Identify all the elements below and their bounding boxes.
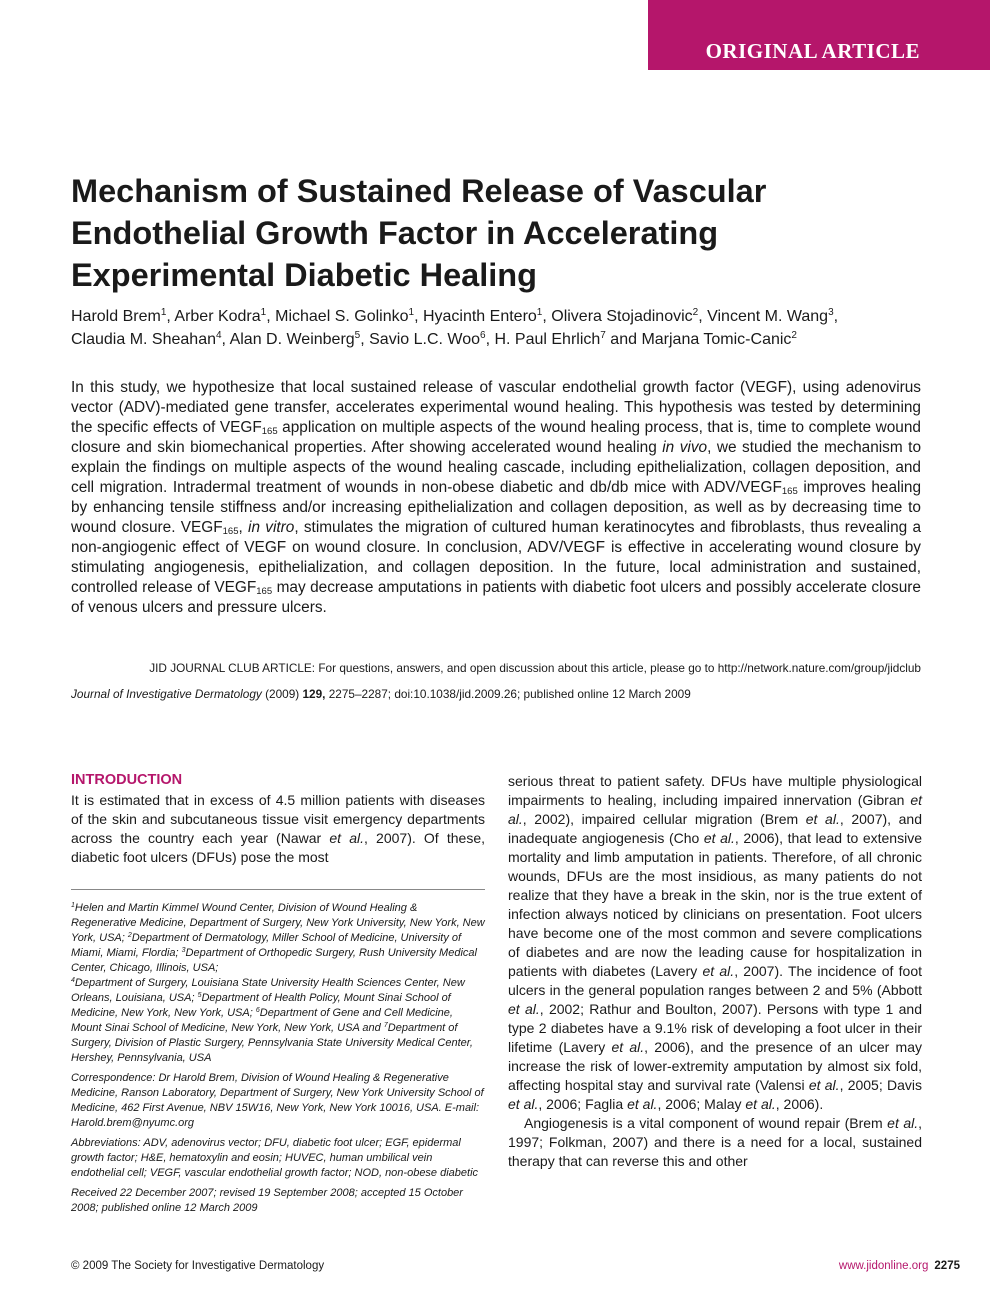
received-dates: Received 22 December 2007; revised 19 September 2008; accepted 15 October 2008; published online 12 March 2009 (71, 1187, 463, 1214)
page-number: 2275 (934, 1260, 960, 1272)
page-footer (839, 1260, 960, 1272)
section-label: ORIGINAL ARTICLE (705, 39, 920, 63)
author: Olivera Stojadinovic$^2$, (551, 307, 708, 325)
author: Arber Kodra$^1$, (174, 307, 276, 325)
footnotes (71, 901, 485, 1221)
author: Marjana Tomic-Canic$^2$ (641, 330, 797, 348)
author: Claudia M. Sheahan$^4$, (71, 330, 230, 348)
intro-right-paragraph-2: Angiogenesis is a vital component of wound repair (Brem et al., 1997; Folkman, 2007) and there is a need for a local, sustained therapy that can reverse this and other (508, 1115, 922, 1169)
author: Hyacinth Entero$^1$, (422, 307, 552, 325)
author: Vincent M. Wang$^3$, (707, 307, 839, 325)
journal-club-note: JID JOURNAL CLUB ARTICLE: For questions, answers, and open discussion about this article, please go to http://network.nature.com/group/jidclub (149, 661, 921, 675)
intro-right-paragraph-1: serious threat to patient safety. DFUs have multiple physiological impairments to healing, including impaired innervation (Gibran et al., 2002), impaired cellular migration (Brem et al., 2007), and inadequate angiogenesis (Cho et al., 2006), that lead to extensive mortality and limb amputation in patients. Therefore, of all chronic wounds, DFUs are the most insidious, as many patients do not realize that they have a break in the skin, nor is the true extent of infection always noticed by clinicians on presentation. Foot ulcers have become one of the most common and severe complications of diabetes and are now the leading cause for hospitalization in patients with diabetes (Lavery et al., 2007). The incidence of foot ulcers in the general population ranges between 2 and 5% (Abbott et al., 2002; Rathur and Boulton, 2007). Persons with type 1 and type 2 diabetes have a 9.1% risk of developing a foot ulcer in their lifetime (Lavery et al., 2006), and the presence of an ulcer may increase the risk of lower-extremity amputation by almost six fold, affecting hospital stay and survival rate (Valensi et al., 2005; Davis et al., 2006; Faglia et al., 2006; Malay et al., 2006). (508, 773, 923, 1112)
author: Alan D. Weinberg$^5$, (229, 330, 370, 348)
journal-url-link[interactable]: www.jidonline.org (838, 1260, 929, 1272)
author-list (71, 305, 931, 351)
section-banner (648, 0, 990, 70)
copyright: © 2009 The Society for Investigative Dermatology (71, 1260, 325, 1272)
right-column (508, 772, 922, 1171)
affiliations: $^1$Helen and Martin Kimmel Wound Center, Division of Wound Healing & Regenerative Medicine, Department of Surgery, New York University, New York, New York, USA; $^2$Department of Dermatology, Miller School of Medicine, University of Miami, Miami, Flordia; $^3$Department of Orthopedic Surgery, Rush University Medical Center, Chicago, Illinois, USA; $^4$Department of Surgery, Louisiana State University Health Sciences Center, New Orleans, Louisiana, USA; $^5$Department of Health Policy, Mount Sinai School of Medicine, New York, New York, USA; $^6$Department of Gene and Cell Medicine, Mount Sinai School of Medicine, New York, New York, USA and $^7$Department of Surgery, Division of Plastic Surgery, Pennsylvania State University Medical Center, Hershey, Pennsylvania, USA (71, 902, 485, 1064)
article-title: Mechanism of Sustained Release of Vascular Endothelial Growth Factor in Accelerating Experimental Diabetic Healing (71, 173, 767, 293)
introduction-heading: INTRODUCTION (71, 772, 183, 788)
citation-line: Journal of Investigative Dermatology (2009) 129, 2275–2287; doi:10.1038/jid.2009.26; published online 12 March 2009 (71, 687, 691, 701)
author: Savio L.C. Woo$^6$, (369, 330, 495, 348)
author: Michael S. Golinko$^1$, (275, 307, 423, 325)
author: H. Paul Ehrlich$^7$ and (494, 330, 642, 348)
author: Harold Brem$^1$, (71, 307, 175, 325)
abbreviations: Abbreviations: ADV, adenovirus vector; DFU, diabetic foot ulcer; EGF, epidermal growth factor; H&E, hematoxylin and eosin; HUVEC, human umbilical vein endothelial cell; VEGF, vascular endothelial growth factor; NOD, non-obese diabetic (71, 1137, 479, 1179)
correspondence: Correspondence: Dr Harold Brem, Division of Wound Healing & Regenerative Medicine, Ranson Laboratory, Department of Surgery, New York University School of Medicine, 462 First Avenue, NBV 15W16, New York, New York 10016, USA. E-mail: Harold.brem@nyumc.org (71, 1072, 484, 1129)
intro-left-paragraph: It is estimated that in excess of 4.5 million patients with diseases of the skin and subcutaneous tissue visit emergency departments across the country each year (Nawar et al., 2007). Of these, diabetic foot ulcers (DFUs) pose the most (71, 792, 485, 865)
abstract: In this study, we hypothesize that local sustained release of vascular endothelial growth factor (VEGF), using adenovirus vector (ADV)-mediated gene transfer, accelerates experimental wound healing. This hypothesis was tested by determining the specific effects of $VEGF_{165}$ application on multiple aspects of the wound healing process, that is, time to complete wound closure and skin biomechanical properties. After showing accelerated wound healing in vivo, we studied the mechanism to explain the findings on multiple aspects of the wound healing cascade, including epithelialization, collagen deposition, and cell migration. Intradermal treatment of wounds in non-obese diabetic and db/db mice with ADV/$VEGF_{165}$ improves healing by enhancing tensile stiffness and/or increasing epithelialization and collagen deposition, as well as by decreasing time to wound closure. $VEGF_{165}$, in vitro, stimulates the migration of cultured human keratinocytes and fibroblasts, thus revealing a non-angiogenic effect of VEGF on wound closure. In conclusion, ADV/VEGF is effective in accelerating wound closure by stimulating angiogenesis, epithelialization, and collagen deposition. In the future, local administration and sustained, controlled release of $VEGF_{165}$ may decrease amputations in patients with diabetic foot ulcers and possibly accelerate closure of venous ulcers and pressure ulcers. (71, 379, 922, 616)
footnote-divider (71, 889, 485, 890)
